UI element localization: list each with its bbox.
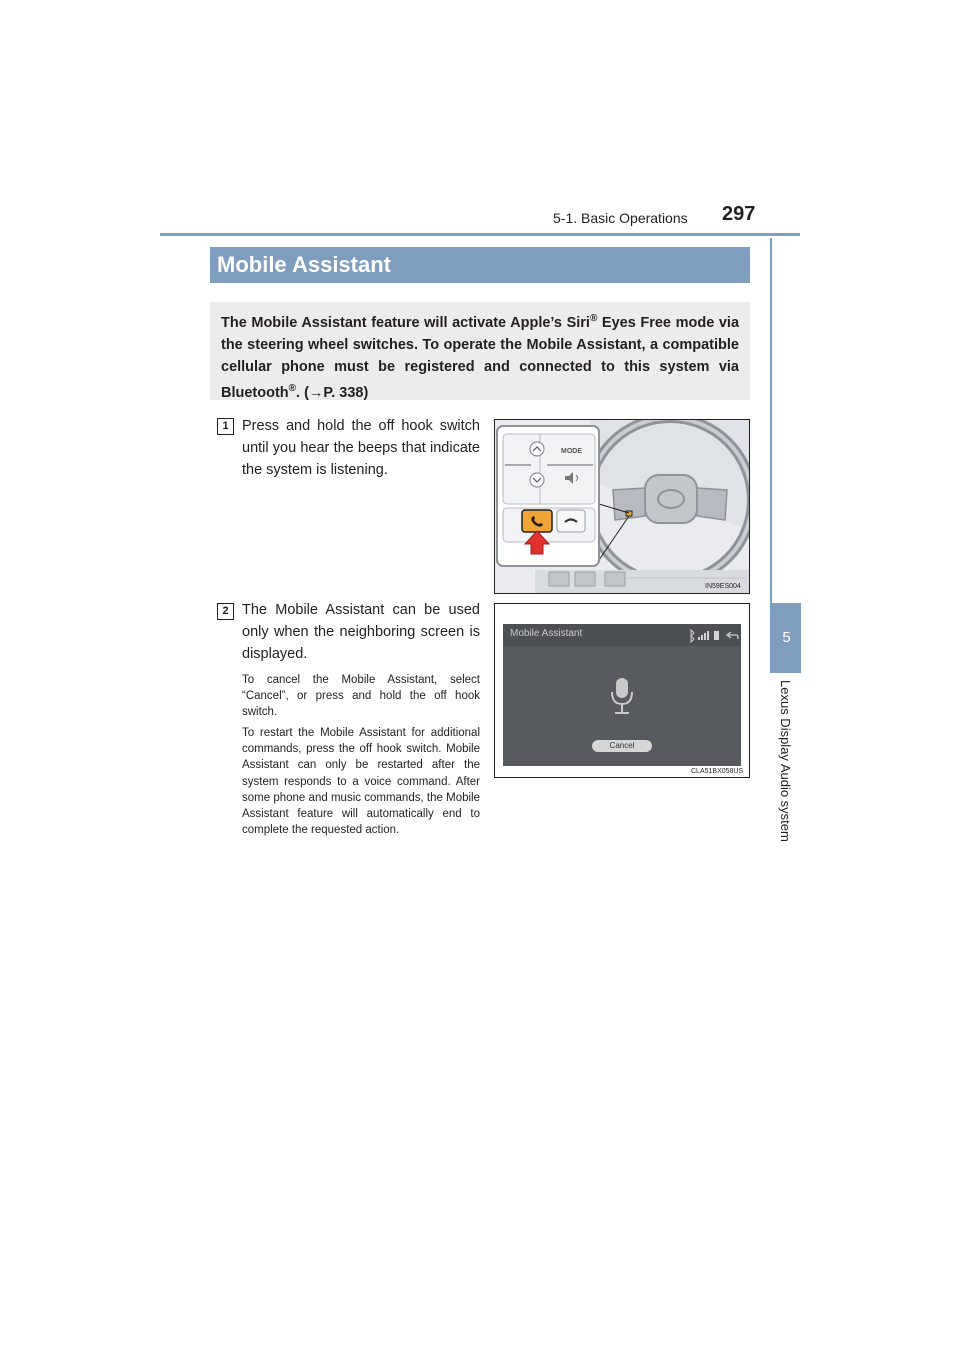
battery-icon [714,631,719,640]
back-icon [727,632,738,639]
chapter-tab: 5 [772,603,801,673]
figure-code: CLA51BX058US [691,768,744,775]
intro-text-3: . (→P. 338) [296,384,369,401]
intro-text-1: The Mobile Assistant feature will activate Apple’s Siri [221,314,590,331]
step-number: 2 [217,603,234,620]
intro-box [210,302,750,400]
step-text: The Mobile Assistant can be used only when the neighboring screen is displayed. [242,602,480,662]
section-name: 5-1. Basic Operations [553,210,688,226]
figure-code: IN59ES004 [705,583,741,590]
registered-mark: ® [589,313,598,324]
chapter-label: Lexus Display Audio system [778,680,793,842]
mode-button-label: MODE [561,448,582,455]
steering-wheel-illustration [495,420,749,593]
off-hook-switch [522,510,552,532]
screen-title: Mobile Assistant [510,628,583,639]
intro-text-2: Eyes Free mode via the steering wheel switches. To operate the Mobile Assistant, a compatible cellular phone must be registered and connected to this system via Bluetooth [221,314,740,401]
cancel-button[interactable]: Cancel [592,740,652,752]
steering-switch-figure [494,419,750,594]
note-paragraph: To cancel the Mobile Assistant, select “Cancel”, or press and hold the off hook switch. [242,674,480,719]
bluetooth-icon [691,630,694,642]
note-paragraph: To restart the Mobile Assistant for additional commands, press the off hook switch. Mobile Assistant can only be restarted after the system responds to a voice command. After some phone and music commands, the Mobile Assistant feature will automatically end to complete the requested action. [242,727,480,837]
page-number: 297 [722,203,756,225]
header-rule [160,233,800,236]
signal-icon [707,631,709,640]
step-text: Press and hold the off hook switch until you hear the beeps that indicate the system is listening. [242,418,480,478]
microphone-icon [607,676,637,716]
status-icons [681,627,741,643]
section-title-bar [210,247,750,283]
mobile-assistant-screen-figure [494,603,750,778]
step-number: 1 [217,418,234,435]
registered-mark: ® [288,382,297,394]
display-screen [503,624,741,766]
section-title: Mobile Assistant [217,252,391,277]
screen-header [503,624,741,646]
